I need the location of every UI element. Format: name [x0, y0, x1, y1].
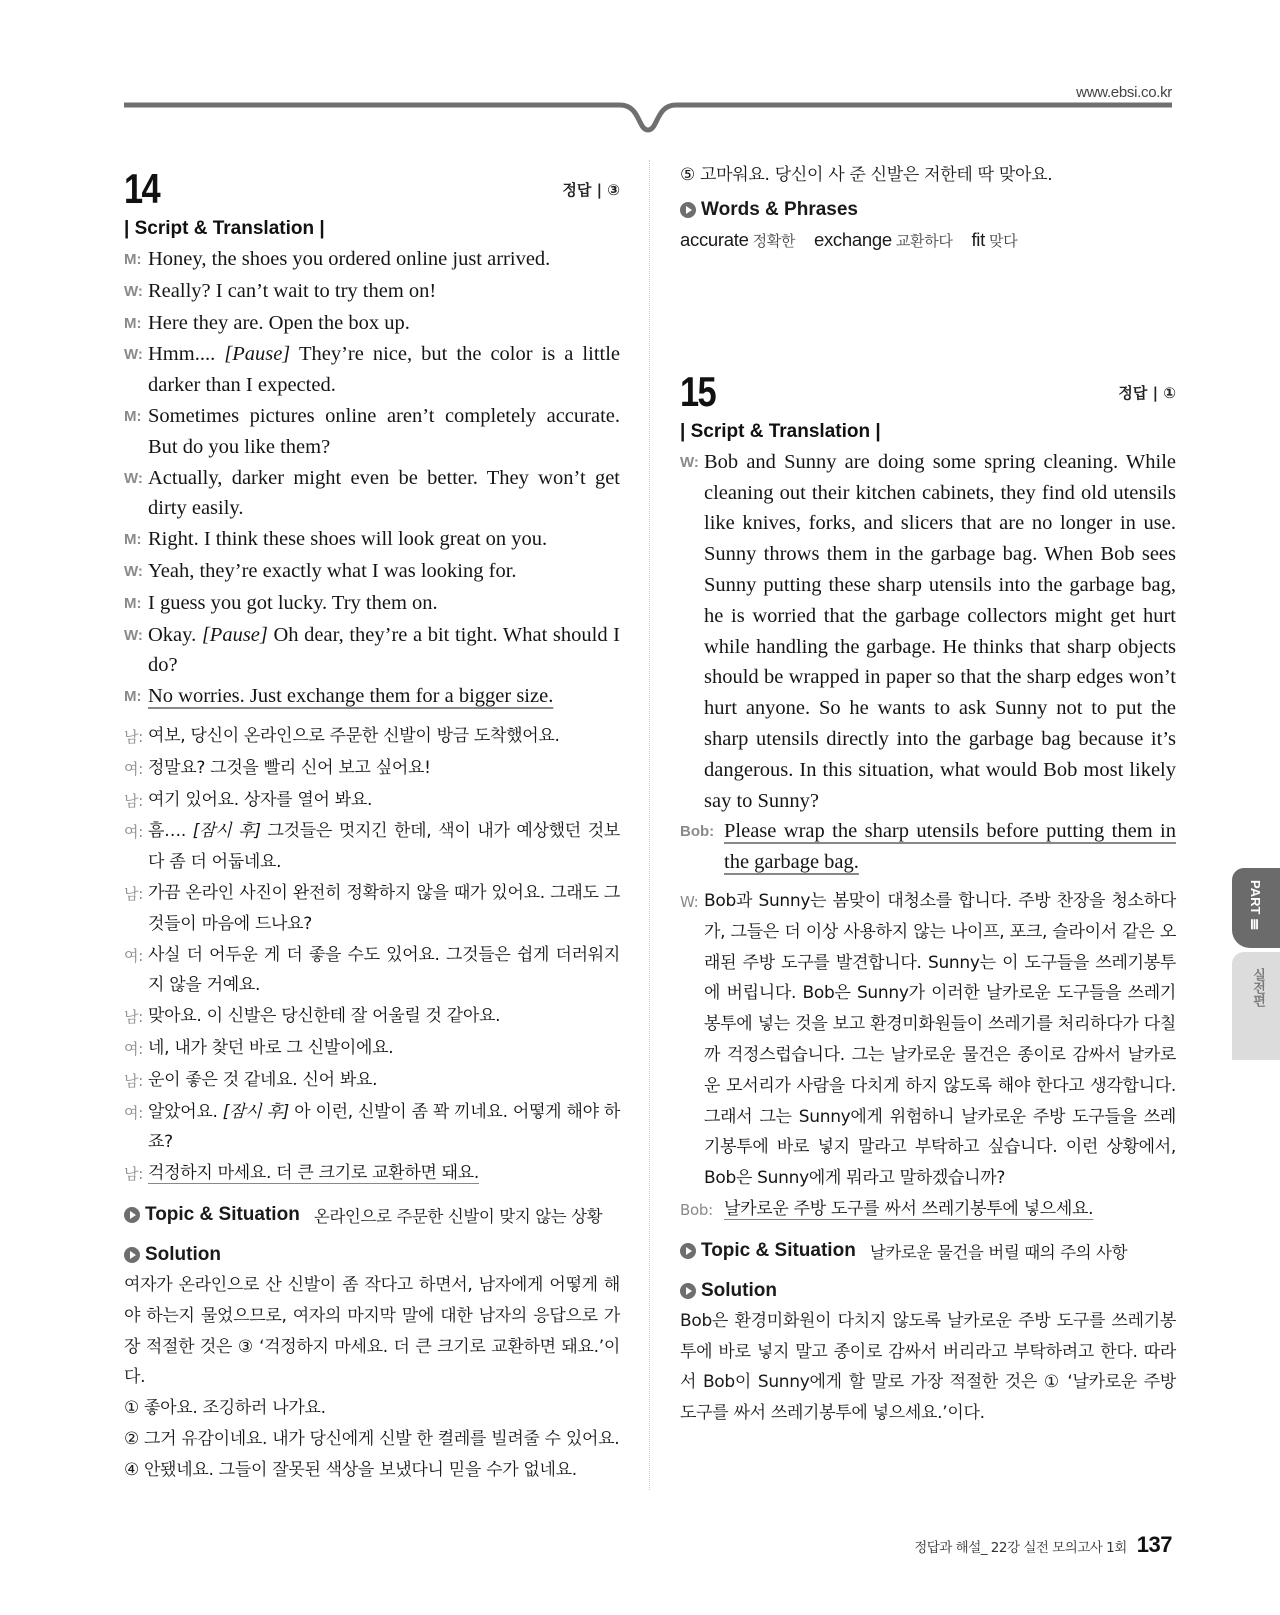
line-rest: They’re nice, but the color is a little darker than I expected.	[148, 343, 621, 397]
side-tab-section-label: 실전편	[1250, 968, 1265, 1007]
line-text: Really? I can’t wait to try them on!	[148, 279, 437, 302]
translation-line	[124, 1001, 620, 1033]
words-heading	[680, 195, 1176, 225]
script-line	[124, 401, 620, 463]
side-tab-part[interactable]	[1232, 868, 1280, 948]
speaker-label: W:	[124, 626, 143, 644]
speaker-label: W:	[124, 562, 143, 580]
speaker-label: W:	[124, 282, 143, 300]
side-tab-part-label: PART Ⅲ	[1248, 880, 1263, 934]
line-pre: Hmm....	[148, 343, 225, 366]
narration-text: Bob과 Sunny는 봄맞이 대청소를 합니다. 주방 찬장을 청소하다가, 그들은 더 이상 사용하지 않는 나이프, 포크, 슬라이서 같은 오래된 주방 도구를 발견합니다. Sunny는 이 도구들을 쓰레기봉투에 버립니다. Bob은 Sunny가 이러한 날카로운 도구들을 쓰레기봉투에 넣는 것을 보고 환경미화원들이 쓰레기를 처리하다가 다칠까 걱정스럽습니다. 그는 날카로운 물건은 종이로 감싸서 날카로운 모서리가 사람을 다치게 하지 않도록 해야 한다고 생각합니다. 그래서 그는 Sunny에게 위험하니 날카로운 주방 도구들을 쓰레기봉투에 바로 넣지 말라고 부탁하고 싶습니다. 이런 상황에서, Bob은 Sunny에게 뭐라고 말하겠습니까?	[704, 890, 1176, 1189]
line-text	[148, 816, 620, 878]
speaker-label: M:	[124, 251, 142, 268]
question-number: 15	[680, 367, 716, 415]
speaker-label: 남:	[124, 884, 143, 903]
topic-label: Topic & Situation	[145, 1203, 300, 1225]
solution-heading	[680, 1276, 1176, 1306]
line-text: 사실 더 어두운 게 더 좋을 수도 있어요. 그것들은 쉽게 더러워지지 않을 거예요.	[148, 944, 620, 996]
translation-line	[124, 1065, 620, 1097]
ko-bob-line	[680, 1194, 1176, 1226]
words-label: Words & Phrases	[701, 198, 858, 220]
line-text: Honey, the shoes you ordered online just arrived.	[148, 248, 551, 270]
question-15	[680, 363, 1176, 1429]
word-ko: 교환하다	[895, 231, 953, 250]
translation-line	[124, 753, 620, 785]
word-ko: 정확한	[752, 231, 796, 250]
play-bullet-icon	[680, 1243, 696, 1259]
right-column	[680, 160, 1176, 1429]
question-header	[124, 160, 620, 210]
script-line	[124, 276, 620, 308]
narration-text: Bob and Sunny are doing some spring cleaning. While cleaning out their kitchen cabinets, they find old utensils like knives, forks, and slicers that are no longer in use. Sunny throws them in the garbage bag. When Bob sees Sunny putting these sharp utensils into the garbage bag, he is worried that the garbage collectors might get hurt while handling the garbage. He thinks that sharp objects should be wrapped in paper so that the sharp edges won’t hurt anyone. So he wants to ask Sunny not to put the sharp utensils directly into the garbage bag because it’s dangerous. In this situation, what would Bob most likely say to Sunny?	[704, 450, 1176, 812]
solution-text: Bob은 환경미화원이 다치지 않도록 날카로운 주방 도구를 쓰레기봉투에 바로 넣지 말고 종이로 감싸서 버리라고 부탁하려고 한다. 따라서 Bob이 Sunny에게 할 말로 가장 적절한 것은 ① ‘날카로운 주방 도구를 싸서 쓰레기봉투에 넣으세요.’이다.	[680, 1310, 1176, 1424]
script-line	[124, 620, 620, 682]
line-text	[724, 1194, 1176, 1226]
line-text: 여보, 당신이 온라인으로 주문한 신발이 방금 도착했어요.	[148, 725, 560, 746]
script-line	[124, 588, 620, 620]
option-1: ① 좋아요. 조깅하러 나가요.	[124, 1398, 326, 1419]
speaker-label: 남:	[124, 727, 143, 746]
option-2: ② 그거 유감이네요. 내가 당신에게 신발 한 켤레를 빌려줄 수 있어요.	[124, 1428, 620, 1449]
speaker-label: 여:	[124, 1039, 143, 1058]
line-text	[148, 1158, 620, 1190]
site-url: www.ebsi.co.kr	[1076, 84, 1172, 101]
option-4: ④ 안됐네요. 그들이 잘못된 색상을 보냈다니 믿을 수가 없네요.	[124, 1459, 577, 1480]
word-en: accurate	[680, 228, 749, 250]
translation-line	[124, 816, 620, 878]
question-number: 14	[124, 165, 160, 212]
speaker-label: 남:	[124, 1071, 143, 1090]
translation-line	[124, 1097, 620, 1159]
translation-line	[124, 1033, 620, 1065]
speaker-label: 여:	[124, 823, 143, 842]
question-14	[124, 160, 620, 1485]
section-title: | Script & Translation |	[124, 218, 325, 239]
line-text: 가끔 온라인 사진이 완전히 정확하지 않을 때가 있어요. 그래도 그것들이 마음에 드나요?	[148, 882, 620, 934]
narration	[680, 447, 1176, 817]
line-text: Actually, darker might even be better. They won’t get dirty easily.	[148, 466, 620, 520]
topic-label: Topic & Situation	[701, 1239, 856, 1261]
english-script	[124, 244, 620, 713]
solution-text: 여자가 온라인으로 산 신발이 좀 작다고 하면서, 남자에게 어떻게 해야 하는지 물었으므로, 여자의 마지막 말에 대한 남자의 응답으로 가장 적절한 것은 ③ ‘걱정하지 마세요. 더 큰 크기로 교환하면 돼요.’이다.	[124, 1274, 620, 1388]
word-ko: 맞다	[988, 231, 1018, 250]
line-text	[148, 620, 620, 682]
stage-direction: [잠시 후]	[222, 1101, 290, 1122]
translation-line	[124, 940, 620, 1002]
answer-underlined: 날카로운 주방 도구를 싸서 쓰레기봉투에 넣으세요.	[724, 1198, 1094, 1219]
script-line	[124, 463, 620, 525]
translation-line	[124, 785, 620, 817]
topic-heading	[680, 1236, 1176, 1266]
translation-line	[124, 878, 620, 940]
translation-line	[124, 721, 620, 753]
solution-heading	[124, 1240, 620, 1270]
solution-label: Solution	[145, 1243, 221, 1265]
stage-direction: [Pause]	[224, 343, 291, 366]
answer-underlined: Please wrap the sharp utensils before putting them in the garbage bag.	[724, 820, 1176, 874]
line-rest: 아 이런, 신발이 좀 꽉 끼네요. 어떻게 해야 하죠?	[148, 1101, 620, 1153]
answer-badge: 정답 | ①	[1118, 383, 1176, 402]
speaker-label: W:	[124, 346, 143, 364]
page-number: 137	[1136, 1532, 1172, 1557]
line-text	[724, 816, 1176, 878]
line-text: Yeah, they’re exactly what I was looking for.	[148, 559, 517, 582]
word-en: exchange	[813, 228, 892, 250]
column-divider	[649, 160, 650, 1490]
line-pre: 알았어요.	[148, 1101, 223, 1122]
play-bullet-icon	[680, 1283, 696, 1299]
speaker-label: Bob:	[680, 823, 715, 841]
speaker-label: M:	[124, 407, 142, 425]
line-text: Right. I think these shoes will look great on you.	[148, 528, 548, 551]
bob-line	[680, 816, 1176, 878]
answer-underlined: 걱정하지 마세요. 더 큰 크기로 교환하면 돼요.	[148, 1163, 480, 1184]
question-header	[680, 363, 1176, 413]
script-line	[124, 244, 620, 276]
line-pre: 흠….	[148, 821, 193, 842]
speaker-label: M:	[124, 594, 142, 612]
line-text	[148, 1097, 620, 1159]
translation-line-answer	[124, 1158, 620, 1190]
words-list	[680, 229, 1176, 251]
line-text: Sometimes pictures online aren’t completely accurate. But do you like them?	[148, 404, 620, 458]
topic-value: 온라인으로 주문한 신발이 맞지 않는 상황	[313, 1206, 603, 1226]
speaker-label: 여:	[124, 946, 143, 965]
line-rest: Oh dear, they’re a bit tight. What should I do?	[148, 623, 620, 677]
play-bullet-icon	[124, 1207, 140, 1223]
line-text: I guess you got lucky. Try them on.	[148, 591, 438, 614]
spacer	[124, 713, 620, 721]
line-text	[148, 681, 620, 713]
line-text: 맞아요. 이 신발은 당신한테 잘 어울릴 것 같아요.	[148, 1006, 501, 1027]
page-footer	[914, 1532, 1172, 1558]
topic-heading	[124, 1200, 620, 1230]
speaker-label: 남:	[124, 1008, 143, 1027]
section-title: | Script & Translation |	[680, 420, 881, 442]
solution-label: Solution	[701, 1279, 777, 1301]
script-line	[124, 556, 620, 588]
option-5: ⑤ 고마워요. 당신이 사 준 신발은 저한테 딱 맞아요.	[680, 165, 1053, 185]
stage-direction: [Pause]	[201, 623, 268, 646]
speaker-label: M:	[124, 314, 142, 332]
answer-underlined: No worries. Just exchange them for a bigger size.	[148, 685, 554, 708]
line-text: 정말요? 그것을 빨리 신어 보고 싶어요!	[148, 757, 431, 778]
line-rest: 그것들은 멋지긴 한데, 색이 내가 예상했던 것보다 좀 더 어둡네요.	[148, 821, 621, 873]
script-line	[124, 524, 620, 556]
speaker-label: W:	[680, 892, 699, 911]
side-tab-section[interactable]	[1232, 952, 1280, 1060]
answer-badge: 정답 | ③	[562, 181, 620, 199]
line-text: 여기 있어요. 상자를 열어 봐요.	[148, 789, 373, 810]
header-rule	[124, 100, 1172, 140]
line-text: 네, 내가 찾던 바로 그 신발이에요.	[148, 1037, 394, 1058]
footer-label: 정답과 해설_ 22강 실전 모의고사 1회	[914, 1540, 1127, 1556]
speaker-label: W:	[124, 469, 143, 487]
speaker-label: M:	[124, 531, 142, 549]
korean-translation	[124, 721, 620, 1190]
word-en: fit	[971, 228, 985, 250]
ko-narration	[680, 886, 1176, 1194]
script-line	[124, 339, 620, 401]
spacer	[680, 878, 1176, 886]
speaker-label: M:	[124, 688, 142, 706]
stage-direction: [잠시 후]	[192, 821, 261, 842]
speaker-label: W:	[680, 453, 699, 471]
line-text: 운이 좋은 것 같네요. 신어 봐요.	[148, 1069, 378, 1090]
speaker-label: 남:	[124, 1165, 143, 1184]
speaker-label: 여:	[124, 1103, 143, 1122]
line-text: Here they are. Open the box up.	[148, 311, 410, 334]
script-line	[124, 308, 620, 340]
speaker-label: Bob:	[680, 1200, 713, 1219]
topic-value: 날카로운 물건을 버릴 때의 주의 사항	[869, 1242, 1128, 1262]
play-bullet-icon	[680, 202, 696, 218]
play-bullet-icon	[124, 1247, 140, 1263]
speaker-label: 여:	[124, 759, 143, 778]
speaker-label: 남:	[124, 791, 143, 810]
line-pre: Okay.	[148, 623, 202, 646]
script-line-answer	[124, 681, 620, 713]
line-text	[148, 339, 620, 401]
